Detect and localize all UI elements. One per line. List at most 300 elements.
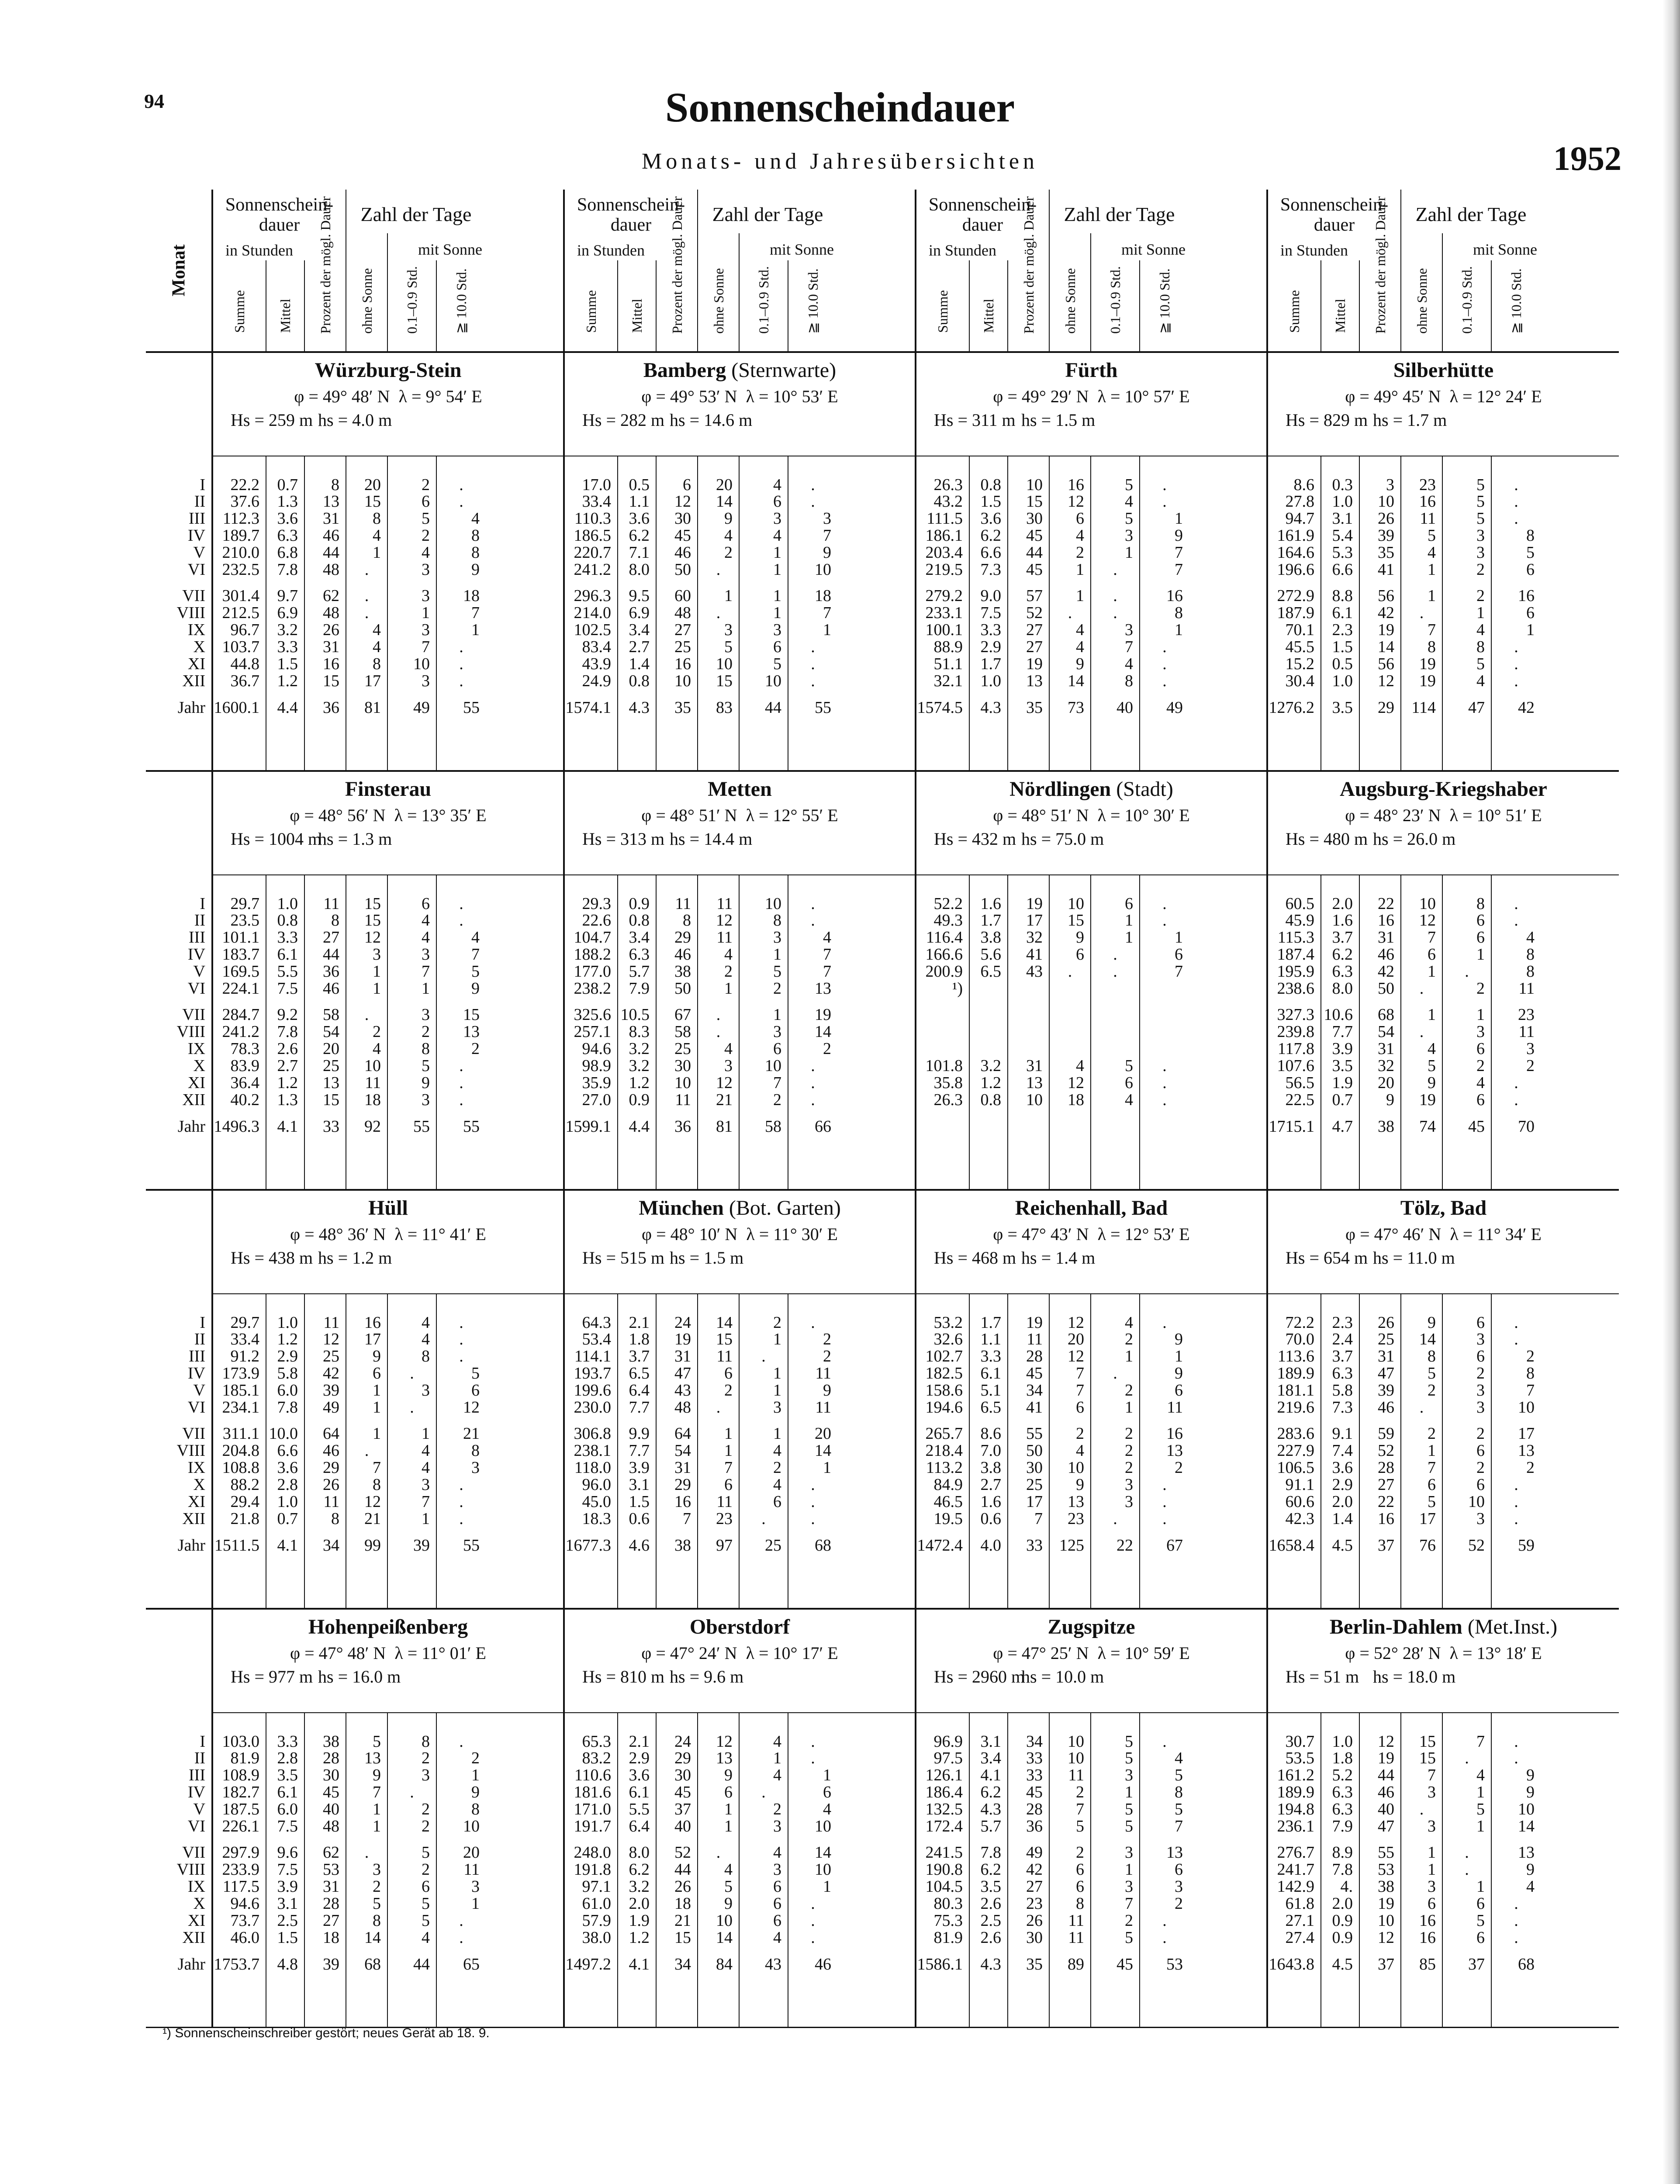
table-cell: 3 [1125,621,1133,639]
sensor-height: hs = 16.0 m [318,1667,401,1686]
column-header-low [740,260,788,351]
table-cell: 14 [815,1023,831,1041]
data-column [266,1294,305,1608]
table-cell: 1 [422,979,430,998]
data-column [657,456,698,770]
station-elevation: Hs = 480 m [1286,829,1368,849]
station-elevation: Hs = 977 m [231,1667,313,1686]
table-cell: 37.6 [230,492,259,511]
table-cell: 1677.3 [565,1536,611,1555]
station-data-grid [1268,1713,1619,2027]
table-cell: 3.6 [277,1458,298,1477]
table-cell: 54 [323,1023,339,1041]
table-cell: 4 [422,911,430,930]
table-cell: 42.3 [1285,1510,1314,1528]
table-cell: 9 [422,1074,430,1092]
table-cell: . [1514,476,1518,494]
table-cell: 13 [463,1023,480,1041]
table-cell: 3.2 [629,1040,650,1058]
table-cell: . [811,1911,815,1930]
table-cell: 3.6 [277,509,298,528]
table-cell: 2 [773,1091,781,1109]
table-cell: 19 [1419,655,1436,673]
table-cell: 0.9 [629,1091,650,1109]
month-label: Jahr [177,1536,205,1555]
table-cell: 193.7 [574,1364,611,1382]
table-cell: 3 [422,587,430,605]
month-label: VIII [176,604,205,622]
table-cell: . [459,1074,463,1092]
data-column [740,875,788,1189]
station-heights [582,410,752,430]
table-cell: 72.2 [1285,1313,1314,1332]
table-cell: 38.0 [582,1928,611,1947]
table-cell: 1 [1476,1783,1485,1801]
table-cell: . [1514,655,1518,673]
sensor-height: hs = 9.6 m [670,1667,744,1686]
table-cell: 35.8 [933,1074,963,1092]
month-label: IV [187,1364,205,1382]
table-cell: 7 [823,526,831,545]
station-column-header [564,190,916,352]
table-cell: 1 [1428,560,1436,579]
station-data-grid [916,1713,1266,2027]
sensor-height: hs = 1.4 m [1021,1248,1096,1268]
table-cell: 233.9 [222,1860,259,1879]
station-heights [582,829,752,849]
table-cell: 3.2 [277,621,298,639]
table-cell: 10 [1068,1732,1084,1751]
table-cell: 13 [1068,1493,1084,1511]
table-cell: . [1113,962,1117,981]
table-cell: 30 [674,1057,691,1075]
table-cell: 6 [773,1040,781,1058]
table-cell: 6.1 [277,945,298,964]
data-column [916,875,970,1189]
table-cell: 27.8 [1285,492,1314,511]
table-cell: 187.4 [1277,945,1314,964]
table-cell: 1 [724,979,733,998]
table-cell: 70.0 [1285,1330,1314,1348]
table-cell: . [459,1057,463,1075]
table-cell: 26 [1026,1911,1043,1930]
table-cell: 7 [471,945,480,964]
data-column [1443,1713,1492,2027]
table-cell: 8 [331,1510,339,1528]
table-cell: 8 [1476,638,1485,656]
days-count-header: Zahl der Tage [360,203,472,225]
station-name [213,1196,563,1220]
table-cell: 27 [674,621,691,639]
column-header-label: Prozent der mögl. Dauer [1372,196,1388,334]
table-cell: 11 [675,1091,691,1109]
table-cell: 75.3 [933,1911,963,1930]
data-column [788,1713,837,2027]
table-cell: 3 [823,509,831,528]
table-cell: 114.1 [574,1347,611,1365]
table-cell: . [811,1313,815,1332]
table-cell: 301.4 [222,587,259,605]
table-cell: 10 [1026,476,1043,494]
month-label: IV [187,945,205,964]
station-name [213,777,563,801]
table-cell: 27 [323,928,339,947]
table-cell: 6 [1428,1476,1436,1494]
table-cell: 16 [1378,1510,1394,1528]
month-label: VI [187,1398,205,1417]
table-cell: 20 [1378,1074,1394,1092]
table-cell: 104.7 [574,928,611,947]
table-cell: 3 [1428,1783,1436,1801]
table-cell: 6 [1125,895,1133,913]
table-cell: 46 [1378,1398,1394,1417]
table-cell: 3 [1125,526,1133,545]
table-cell: 19 [815,1006,831,1024]
table-cell: 3 [1125,1766,1133,1784]
table-cell: 108.9 [222,1766,259,1784]
table-cell: 48 [674,1398,691,1417]
station-elevation: Hs = 810 m [582,1667,665,1686]
table-cell: . [811,1057,815,1075]
data-column [916,1713,970,2027]
table-cell: 4 [724,526,733,545]
table-cell: 3 [422,1381,430,1400]
table-cell: 1 [823,1458,831,1477]
table-cell: 44 [413,1955,430,1973]
data-column [1268,1294,1321,1608]
station-latitude: φ = 48° 10′ N [642,1224,738,1244]
table-cell: 0.9 [629,895,650,913]
data-column [1401,1294,1443,1608]
table-cell: 31 [1378,928,1394,947]
month-label: V [193,543,205,562]
data-column [388,1713,437,2027]
table-cell: 5 [1476,655,1485,673]
table-cell: 12 [716,1074,733,1092]
table-cell: 11 [1167,1398,1183,1417]
table-cell: 11 [716,895,733,913]
month-label: IV [187,1783,205,1801]
table-cell: 1 [724,587,733,605]
table-cell: . [811,672,815,690]
table-cell: 6.2 [980,1860,1001,1879]
sunshine-duration-header: Sonnenschein-dauer [916,190,1050,233]
table-cell: 8 [422,1347,430,1365]
station-name [1268,1196,1619,1220]
table-cell: 177.0 [574,962,611,981]
data-column [1008,1713,1050,2027]
month-label: VI [187,560,205,579]
table-cell: 12 [1068,492,1084,511]
table-cell: . [459,1493,463,1511]
table-cell: 29.7 [230,1313,259,1332]
table-cell: 9 [373,1766,381,1784]
sensor-height: hs = 10.0 m [1021,1667,1104,1686]
station-data-grid [213,1294,563,1608]
month-label: V [193,1381,205,1400]
sensor-height: hs = 11.0 m [1373,1248,1455,1268]
data-column [1321,1713,1360,2027]
table-cell: 8 [1175,604,1183,622]
column-header-label: ohne Sonne [359,268,375,334]
table-cell: 111.5 [926,509,963,528]
table-cell: 56 [1378,587,1394,605]
table-cell: . [459,1330,463,1348]
table-cell: 103.0 [222,1732,259,1751]
table-cell: 2 [1125,1330,1133,1348]
data-column [1401,875,1443,1189]
table-cell: 43.9 [582,655,611,673]
table-cell: 11 [463,1860,480,1879]
table-cell: 4.1 [980,1766,1001,1784]
table-cell: 9 [724,1894,733,1913]
column-header-mean [618,260,657,351]
table-cell: . [364,587,369,605]
table-cell: 5.7 [980,1817,1001,1835]
table-cell: 55 [463,1536,480,1555]
table-cell: 17 [1026,1493,1043,1511]
table-cell: 56 [1378,655,1394,673]
table-cell: 1 [823,1877,831,1896]
table-cell: 65 [463,1955,480,1973]
month-label: XI [187,1493,205,1511]
table-cell: 6.2 [629,1860,650,1879]
table-cell: 1.5 [980,492,1001,511]
month-label: VII [182,1424,205,1443]
table-cell: 185.1 [222,1381,259,1400]
table-cell: 3.4 [980,1749,1001,1767]
table-cell: 5 [724,1877,733,1896]
table-cell: 1.7 [980,911,1001,930]
table-cell: 13 [1518,1441,1535,1460]
table-cell: 42 [1378,962,1394,981]
table-cell: 36 [674,1117,691,1136]
sensor-height: hs = 1.5 m [670,1248,744,1268]
table-cell: 3 [1428,1817,1436,1835]
table-cell: 1.0 [277,1493,298,1511]
station-name-text: Finsterau [345,778,432,801]
table-cell: 2 [422,1023,430,1041]
table-cell: 92 [364,1117,381,1136]
table-cell: 58 [323,1006,339,1024]
station-name-text: Augsburg-Kriegshaber [1340,778,1547,801]
station-cell [212,352,564,771]
table-cell: . [1162,1510,1167,1528]
table-cell: 4 [422,928,430,947]
table-cell: 1574.5 [917,698,963,717]
table-cell: 1574.1 [565,698,611,717]
table-cell: 7 [373,1458,381,1477]
table-cell: 38 [674,962,691,981]
table-cell: 40 [1117,698,1133,717]
table-cell: 19 [1026,655,1043,673]
table-cell: 13 [815,979,831,998]
table-cell: . [1514,1749,1518,1767]
table-cell: 7 [1076,1364,1084,1382]
table-cell: 8 [373,1476,381,1494]
table-cell: 89 [1068,1955,1084,1973]
table-cell: 7 [1034,1510,1043,1528]
table-cell: 2 [1476,1364,1485,1382]
table-cell: 182.7 [222,1783,259,1801]
table-cell: 7 [1175,560,1183,579]
data-column [266,456,305,770]
table-cell: 28 [1026,1800,1043,1818]
table-cell: 0.5 [629,476,650,494]
column-header-label: Prozent der mögl. Dauer [1020,196,1037,334]
table-cell: 10.0 [269,1424,298,1443]
table-cell: 23 [1068,1510,1084,1528]
table-cell: 2 [724,962,733,981]
data-column [1091,875,1140,1189]
data-column [346,1713,388,2027]
table-cell: 5 [1076,1817,1084,1835]
table-cell: 6.2 [980,526,1001,545]
table-cell: 3.6 [980,509,1001,528]
table-cell: 5 [1125,1817,1133,1835]
table-cell: 16 [1419,492,1436,511]
table-cell: 3 [1175,1877,1183,1896]
table-cell: 12 [1419,911,1436,930]
column-header-high [437,260,486,351]
table-cell: 276.7 [1277,1843,1314,1862]
table-cell: 5.5 [629,1800,650,1818]
table-cell: 13 [1026,672,1043,690]
station-name-text: Zugspitze [1047,1615,1135,1638]
table-cell: 1 [373,1800,381,1818]
table-cell: . [1514,1911,1518,1930]
table-cell: 15 [1068,911,1084,930]
table-cell: 2 [1476,1057,1485,1075]
table-cell: 4 [422,543,430,562]
table-cell: 1 [823,621,831,639]
table-cell: 5 [1428,1364,1436,1382]
table-cell: 47 [674,1364,691,1382]
table-cell: 67 [1166,1536,1183,1555]
station-coordinates [916,386,1266,407]
table-cell: 7.5 [277,1860,298,1879]
station-longitude: λ = 10° 53′ E [746,387,838,406]
table-cell: 1586.1 [917,1955,963,1973]
column-header-label: Mittel [277,298,293,333]
data-column [698,456,740,770]
table-cell: 7 [823,604,831,622]
table-cell: 11 [1068,1766,1084,1784]
month-label: X [193,1057,205,1075]
station-elevation: Hs = 432 m [934,829,1016,849]
table-cell: 42 [1026,1860,1043,1879]
table-cell: 29.3 [582,895,611,913]
station-name-text: Reichenhall, Bad [1015,1196,1168,1220]
data-column [740,1713,788,2027]
table-cell: 7.1 [629,543,650,562]
page-number: 94 [144,90,164,112]
table-cell: 2 [422,1817,430,1835]
table-cell: 6 [773,492,781,511]
table-cell: 53 [1378,1860,1394,1879]
table-cell: 81 [716,1117,733,1136]
table-cell: 196.6 [1277,560,1314,579]
table-cell: 6 [422,1877,430,1896]
month-header [146,190,212,352]
station-longitude: λ = 12° 53′ E [1097,1224,1190,1244]
column-header-none [1050,233,1091,351]
table-cell: 44 [765,698,781,717]
table-cell: 31 [1026,1057,1043,1075]
data-column [1492,875,1541,1189]
table-cell: 19 [1419,1091,1436,1109]
table-cell: 9.5 [629,587,650,605]
table-cell: 56.5 [1285,1074,1314,1092]
table-cell: . [811,1928,815,1947]
table-cell: . [1113,587,1117,605]
sensor-height: hs = 1.2 m [318,1248,392,1268]
column-header-high [788,260,837,351]
data-column [1360,875,1401,1189]
table-cell: 15 [463,1006,480,1024]
table-cell: 4 [422,1928,430,1947]
table-cell: . [716,1023,721,1041]
table-cell: 33 [1026,1766,1043,1784]
station-longitude: λ = 10° 57′ E [1097,387,1190,406]
table-cell: 6 [1476,1894,1485,1913]
table-cell: 4.5 [1332,1955,1353,1973]
table-cell: . [1514,492,1518,511]
table-cell: 5 [422,1843,430,1862]
station-block-row [146,1190,1619,1609]
table-cell: 52 [1468,1536,1485,1555]
station-coordinates [213,1224,563,1244]
table-cell: 1 [1476,1817,1485,1835]
data-column [437,1713,486,2027]
table-cell: 1 [773,604,781,622]
table-cell: . [1162,895,1167,913]
table-cell: 59 [1518,1536,1535,1555]
table-cell: 1 [471,1766,480,1784]
table-cell: 7 [773,1074,781,1092]
table-cell: 9 [823,1381,831,1400]
station-name [1268,777,1619,801]
table-cell: 6 [1476,1040,1485,1058]
table-cell: 4.4 [277,698,298,717]
table-cell: 227.9 [1277,1441,1314,1460]
data-column [1091,1713,1140,2027]
table-cell: 239.8 [1277,1023,1314,1041]
station-block-row [146,1609,1619,2028]
station-cell [564,1609,916,2028]
table-cell: 7 [1125,1894,1133,1913]
table-cell: 104.5 [925,1877,963,1896]
column-header-label: ≧ 10.0 Std. [1508,268,1524,334]
table-cell: 2 [373,1877,381,1896]
table-cell: 5 [1125,476,1133,494]
table-cell: 23 [716,1510,733,1528]
station-name-text: Oberstdorf [689,1615,790,1638]
table-cell: 4 [373,638,381,656]
table-cell: 68 [1518,1955,1535,1973]
sensor-height: hs = 26.0 m [1373,829,1456,849]
table-cell: . [1419,979,1424,998]
table-cell: 46 [323,1441,339,1460]
table-cell: 116.4 [926,928,963,947]
station-cell [1267,771,1619,1190]
data-column [346,456,388,770]
data-column [305,456,346,770]
data-column [1050,456,1091,770]
table-cell: 2 [823,1330,831,1348]
table-cell: 219.5 [925,560,963,579]
table-cell: 1 [373,979,381,998]
